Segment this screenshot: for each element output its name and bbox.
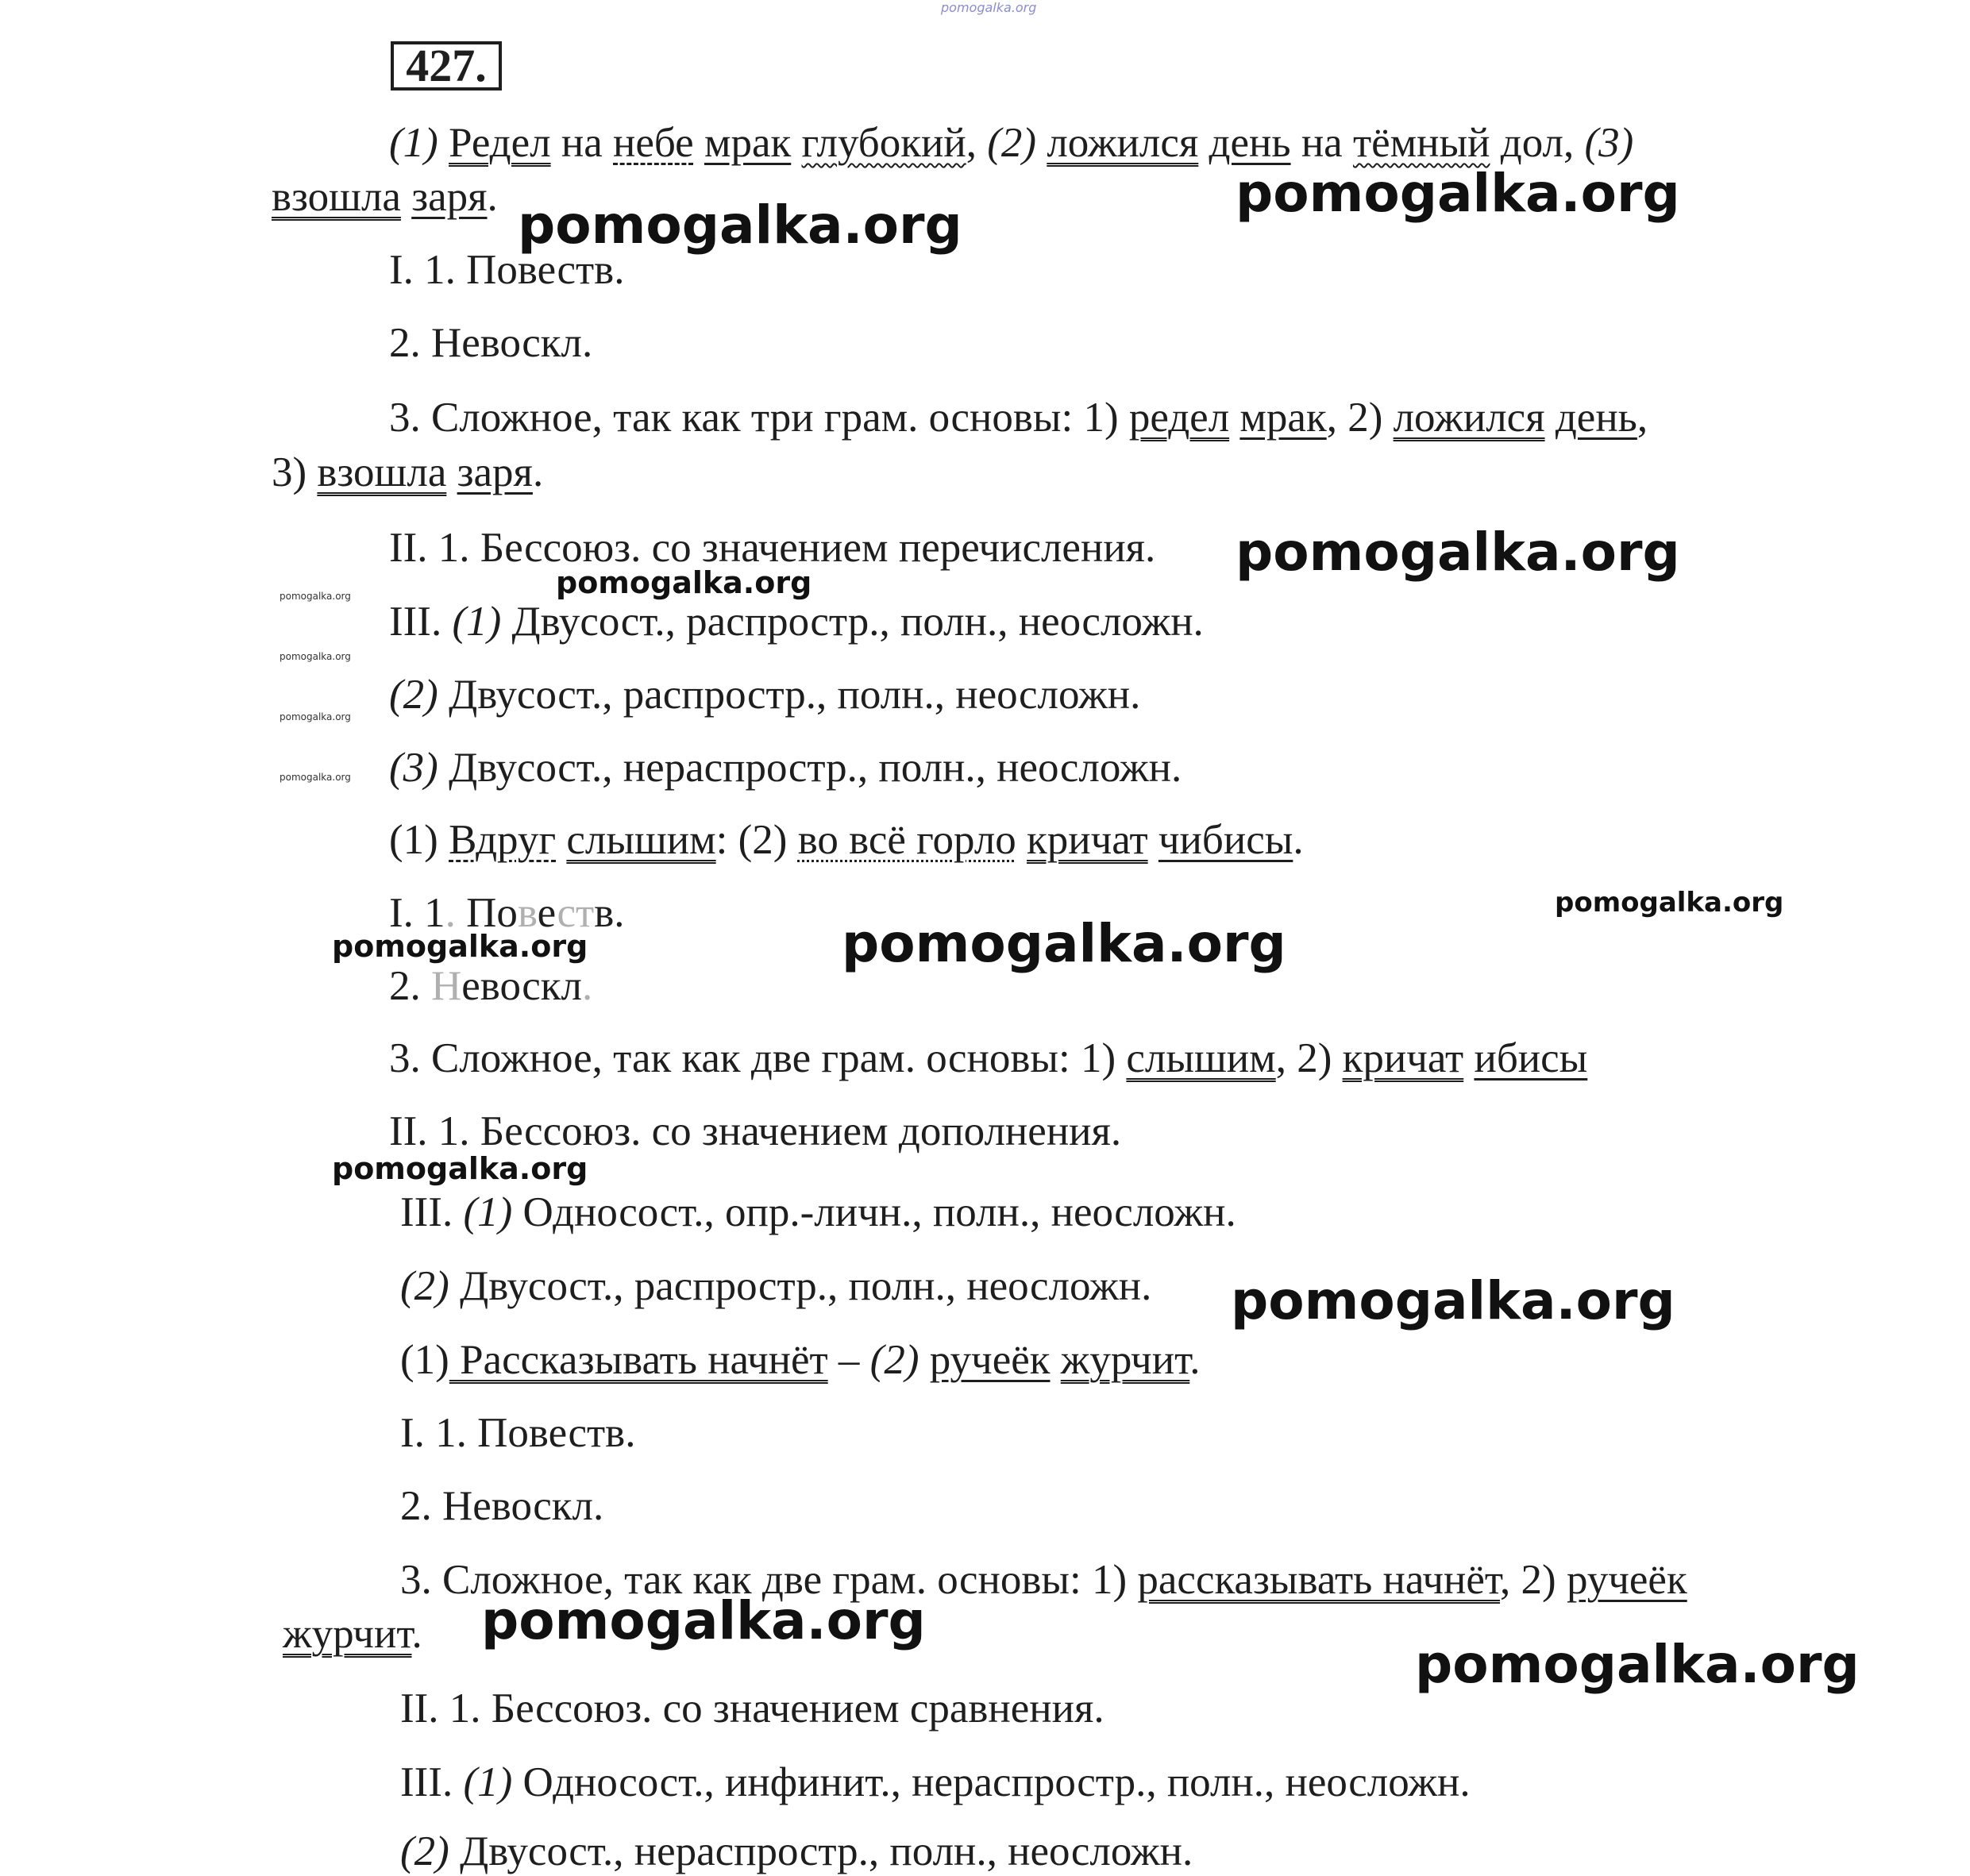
adverbial: во всё горло <box>797 817 1016 863</box>
watermark: pomogalka.org <box>280 651 351 662</box>
text <box>1036 120 1047 166</box>
block1-item-ii1: II. 1. Бессоюз. со значением перечисления. <box>389 525 1156 571</box>
text: – <box>827 1337 870 1383</box>
block1-item-iii3 <box>389 744 1182 792</box>
watermark: pomogalka.org <box>280 711 351 722</box>
text: Односост., инфинит., нераспростр., полн., неосложн. <box>512 1759 1471 1805</box>
text: , 2) <box>1275 1035 1343 1081</box>
text <box>1490 120 1501 166</box>
sentence-number: (3) <box>1584 120 1634 166</box>
sentence-number: (1) <box>400 1337 449 1383</box>
block1-sentence-line2 <box>272 173 498 221</box>
text <box>1148 817 1158 863</box>
text: . <box>411 1611 422 1657</box>
text: По <box>466 890 518 936</box>
text <box>1545 395 1556 441</box>
text <box>446 449 457 495</box>
block1-item-i1: I. 1. Повеств. <box>389 247 625 293</box>
sentence-number: (2) <box>400 1263 449 1309</box>
text: . <box>1189 1337 1201 1383</box>
block2-item-i2 <box>389 962 592 1010</box>
text <box>1016 817 1027 863</box>
subject: ручеёк <box>929 1337 1051 1383</box>
watermark: pomogalka.org <box>1415 1634 1860 1695</box>
text <box>694 120 704 166</box>
block3-item-i1: I. 1. Повеств. <box>400 1410 636 1456</box>
text: , 2) <box>1500 1557 1567 1603</box>
block3-item-ii1: II. 1. Бессоюз. со значением сравнения. <box>400 1685 1105 1732</box>
predicate: слышим <box>566 817 716 863</box>
predicate: рассказывать начнёт <box>1137 1557 1501 1603</box>
text: . <box>487 174 498 220</box>
text <box>1229 395 1239 441</box>
watermark: pomogalka.org <box>332 1151 588 1186</box>
subject: мрак <box>1239 395 1327 441</box>
block2-sentence <box>389 816 1304 864</box>
block2-item-iii1 <box>400 1188 1236 1236</box>
predicate: Рассказывать начнёт <box>449 1337 828 1383</box>
sentence-number: (3) <box>389 745 438 791</box>
block3-item-iii1 <box>400 1759 1471 1806</box>
sentence-number: (2) <box>389 672 438 718</box>
predicate: Редел <box>449 120 551 166</box>
block2-item-i3 <box>389 1034 1587 1082</box>
subject: день <box>1209 120 1291 166</box>
sentence-number: (1) <box>389 817 449 863</box>
watermark: pomogalka.org <box>481 1590 926 1651</box>
text: в <box>517 890 538 936</box>
sentence-number: (1) <box>463 1759 513 1805</box>
block1-item-iii1 <box>389 598 1204 645</box>
predicate: взошла <box>272 174 401 220</box>
text: : (2) <box>715 817 798 863</box>
watermark: pomogalka.org <box>518 195 962 256</box>
text: III. <box>389 599 453 645</box>
text <box>919 1337 929 1383</box>
text: евоскл <box>461 963 583 1009</box>
watermark: pomogalka.org <box>1231 1270 1675 1331</box>
text: Н <box>431 963 462 1009</box>
text <box>401 174 411 220</box>
adverbial: Вдруг <box>449 817 557 863</box>
subject: чибисы <box>1158 817 1293 863</box>
block2-item-iii2 <box>400 1262 1151 1310</box>
text <box>556 817 566 863</box>
predicate: журчит <box>1060 1337 1190 1383</box>
predicate: слышим <box>1126 1035 1276 1081</box>
text <box>1463 1035 1474 1081</box>
text: . <box>582 963 593 1009</box>
predicate: кричат <box>1342 1035 1464 1081</box>
text: Односост., опр.-личн., полн., неосложн. <box>512 1189 1236 1235</box>
subject: день <box>1555 395 1637 441</box>
text: , <box>966 120 988 166</box>
text: 2. <box>389 963 431 1009</box>
watermark: pomogalka.org <box>1236 163 1680 224</box>
text: дол <box>1500 120 1563 166</box>
text: . <box>445 890 467 936</box>
subject: ручеёк <box>1566 1557 1687 1603</box>
predicate: ложился <box>1047 120 1199 166</box>
block1-item-i3-line2 <box>272 449 543 496</box>
watermark: pomogalka.org <box>280 591 351 602</box>
exercise-number: 427. <box>391 41 502 91</box>
attribute: глубокий <box>801 120 966 166</box>
block2-item-ii1: II. 1. Бессоюз. со значением дополнения. <box>389 1108 1122 1154</box>
attribute: тёмный <box>1352 120 1490 166</box>
text: III. <box>400 1759 464 1805</box>
text <box>1198 120 1209 166</box>
text: Двусост., распростр., полн., неосложн. <box>501 599 1204 645</box>
text: Двусост., распростр., полн., неосложн. <box>438 672 1141 718</box>
adverbial: небе <box>613 120 694 166</box>
subject: заря <box>411 174 488 220</box>
predicate: взошла <box>317 449 447 495</box>
predicate: ложился <box>1393 395 1545 441</box>
sentence-number: (1) <box>463 1189 513 1235</box>
text <box>791 120 801 166</box>
text: 3. Сложное, так как три грам. основы: 1) <box>389 395 1129 441</box>
predicate: журчит <box>283 1611 412 1657</box>
subject: ибисы <box>1474 1035 1588 1081</box>
text: , <box>1563 120 1585 166</box>
block3-item-i3-line2 <box>283 1610 422 1658</box>
watermark: pomogalka.org <box>1555 887 1784 919</box>
text: . <box>532 449 544 495</box>
text: 3. Сложное, так как две грам. основы: 1) <box>400 1557 1138 1603</box>
top-watermark: pomogalka.org <box>941 0 1037 15</box>
sentence-number: (2) <box>400 1828 449 1874</box>
text: I. 1 <box>389 890 445 936</box>
sentence-number: (1) <box>452 599 502 645</box>
sentence-number: (2) <box>987 120 1037 166</box>
text: Двусост., распростр., полн., неосложн. <box>449 1263 1152 1309</box>
predicate: редел <box>1128 395 1230 441</box>
text: , 2) <box>1326 395 1394 441</box>
text: . <box>1293 817 1304 863</box>
text: на <box>1290 120 1353 166</box>
text: е <box>537 890 557 936</box>
watermark: pomogalka.org <box>280 772 351 783</box>
block3-item-i2: 2. Невоскл. <box>400 1483 604 1529</box>
sentence-number: (1) <box>389 120 438 166</box>
text: 3. Сложное, так как две грам. основы: 1) <box>389 1035 1127 1081</box>
subject: заря <box>457 449 533 495</box>
watermark: pomogalka.org <box>556 565 812 600</box>
watermark: pomogalka.org <box>842 913 1286 974</box>
text: в. <box>594 890 625 936</box>
text: Двусост., нераспростр., полн., неосложн. <box>438 745 1182 791</box>
text: Двусост., нераспростр., полн., неосложн. <box>449 1828 1193 1874</box>
text: ст <box>557 890 595 936</box>
text: III. <box>400 1189 464 1235</box>
watermark: pomogalka.org <box>1236 522 1680 583</box>
text: , <box>1637 395 1648 441</box>
text <box>1051 1337 1061 1383</box>
block3-sentence <box>400 1336 1201 1384</box>
block1-item-i3-line1 <box>389 394 1648 441</box>
predicate: кричат <box>1027 817 1148 863</box>
sentence-number: (2) <box>869 1337 919 1383</box>
text: на <box>550 120 613 166</box>
block3-item-iii2 <box>400 1828 1193 1875</box>
block1-sentence-line1 <box>389 119 1633 167</box>
text: 3) <box>272 449 318 495</box>
block1-item-i2: 2. Невоскл. <box>389 320 593 366</box>
block1-item-iii2 <box>389 671 1140 718</box>
watermark: pomogalka.org <box>332 929 588 964</box>
subject: мрак <box>704 120 792 166</box>
